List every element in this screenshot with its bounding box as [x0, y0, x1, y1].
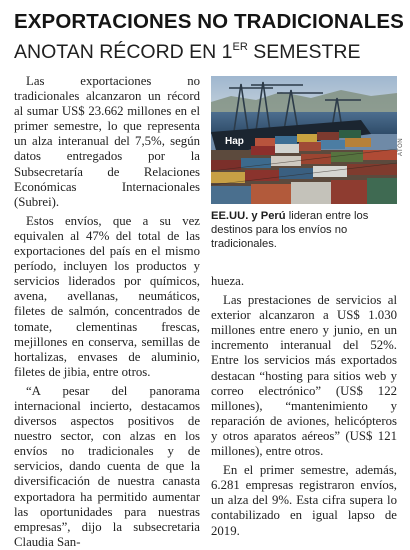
port-photo — [211, 76, 397, 204]
caption-text: lideran entre los destinos para los envíos no tradicionales. — [211, 210, 369, 250]
container-port-image — [211, 76, 397, 204]
headline: EXPORTACIONES NO TRADICIONALES — [14, 10, 404, 33]
subheadline-superscript: ER — [232, 41, 248, 53]
paragraph-3-continued: hueza. — [211, 274, 245, 288]
paragraph-1: Las exportaciones no tradicionales alcanzaron un récord al sumar US$ 23.662 millones en el primer semestre, lo que representa un alza interanual del 7,5%, según datos entregados por la Subsecretaría de Relaciones Económicas Internacionales (Subrei). — [14, 74, 200, 209]
paragraph-5: En el primer semestre, además, 6.281 empresas registraron envíos, un alza del 9%. Esta cifra supera lo contabilizado en igual lapso de 2019. — [211, 463, 397, 538]
paragraph-3: “A pesar del panorama internacional incierto, destacamos diversos aspectos positivos de nuestro sector, con alzas en los envíos no tradicionales y de servicios, dando cuenta de que la diversificación de nuestra canasta exportadora ha permitido aumentar las oportunidades para nuestras empresas”, dijo la subsecretaria Claudia San- — [14, 383, 200, 549]
subheadline-text: ANOTAN RÉCORD EN 1 — [14, 41, 233, 63]
photo-credit: ATON — [398, 137, 404, 156]
caption-bold: EE.UU. y Perú — [211, 210, 286, 222]
ship-name: Hap — [225, 136, 244, 147]
paragraph-4: Las prestaciones de servicios al exterior alcanzaron a US$ 1.030 millones entre enero y junio, en un incremento interanual del 52%. Entre los servicios más exportados destacan “hosting para sitios web y correo electrónico” (US$ 122 millones), “mantenimiento y reparación de aviones, helicópteros y otros aparatos aéreos” (US$ 121 millones), entre otros. — [211, 293, 397, 459]
subheadline — [14, 36, 404, 63]
paragraph-2: Estos envíos, que a su vez equivalen al 47% del total de las exportaciones del país en el mismo período, incluyen los productos y servicios liderados por químicos, avena, avellanas, neumáticos, filetes de salmón, concentrados de tomate, clementinas frescas, mejillones en conserva, semillas de hortalizas, envases de aluminio, filetes de jibia, entre otros. — [14, 213, 200, 379]
left-column — [14, 74, 200, 550]
right-column — [211, 274, 397, 539]
photo-caption — [211, 209, 399, 251]
subheadline-text-end: SEMESTRE — [247, 41, 361, 63]
